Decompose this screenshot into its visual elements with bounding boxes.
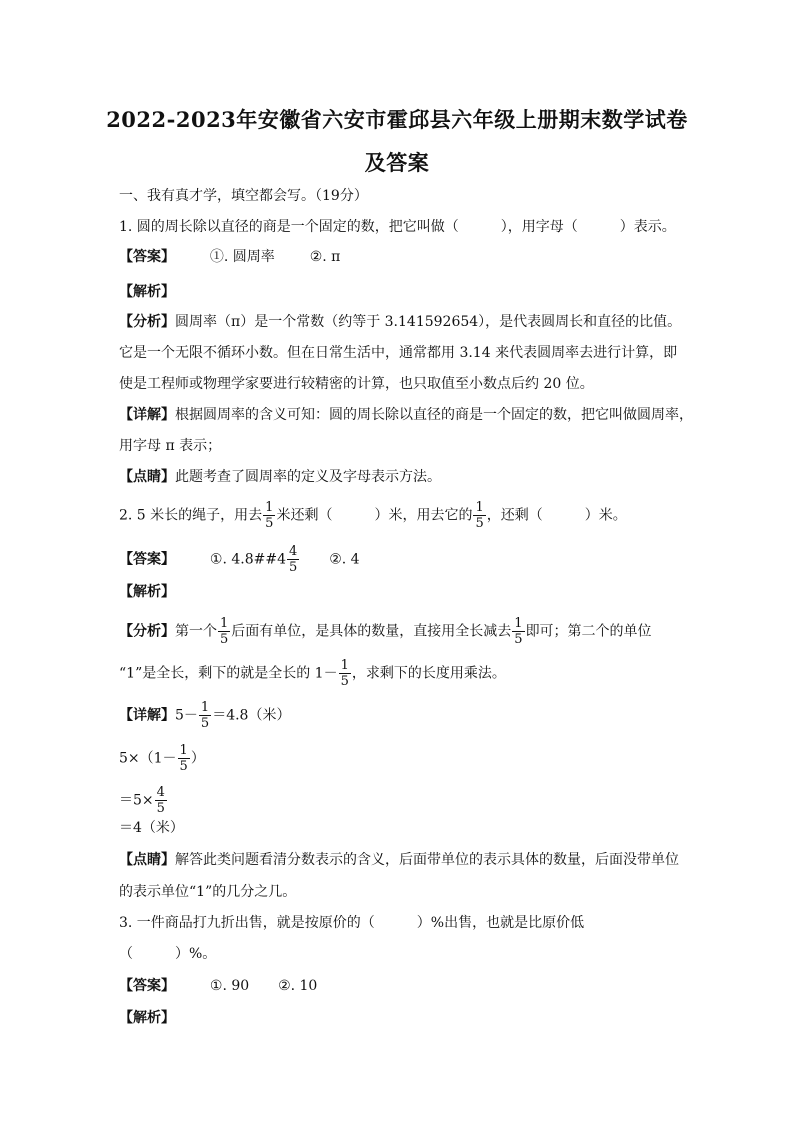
fraction-numerator: 1 [265, 500, 274, 515]
fraction [473, 500, 485, 531]
fraction-denominator: 5 [156, 801, 165, 816]
fraction [263, 500, 275, 531]
fraction-numerator: 1 [514, 616, 523, 631]
q2-calc-line4: ＝4（米） [119, 820, 184, 836]
fraction [178, 743, 190, 774]
q3-answer [119, 976, 317, 996]
fenxi-text: ，求剩下的长度用乘法。 [351, 665, 506, 682]
q2-fenxi-line1 [119, 616, 652, 647]
answer-tag: 【答案】 [119, 978, 175, 994]
fraction-denominator: 5 [340, 674, 349, 689]
q3-answer-1: ①. 90 [209, 978, 250, 994]
q1-fenxi-line1 [119, 312, 681, 332]
q3-answer-2: ②. 10 [278, 978, 318, 994]
document-title-line1: 2022-2023年安徽省六安市霍邱县六年级上册期末数学试卷 [106, 107, 688, 132]
dianjing-tag: 【点睛】 [119, 852, 175, 868]
q2-calc-line3 [119, 785, 168, 816]
q1-question: 1. 圆的周长除以直径的商是一个固定的数，把它叫做（ ），用字母（ ）表示。 [119, 219, 676, 235]
fenxi-text: “1”是全长，剩下的就是全长的 1－ [119, 665, 338, 682]
calc-text: 5－ [175, 707, 198, 724]
fenxi-text: 后面有单位，是具体的数量，直接用全长减去 [231, 623, 512, 640]
q1-answer-1: ①. 圆周率 [209, 249, 275, 265]
fraction-numerator: 1 [220, 616, 229, 631]
calc-text: 5×（1－ [119, 750, 177, 767]
q2-analysis-tag: 【解析】 [119, 584, 175, 600]
fraction-numerator: 4 [156, 785, 165, 800]
q2-question-part-c: ，还剩（ ）米。 [486, 507, 627, 524]
q2-fenxi-line2 [119, 658, 506, 689]
fenxi-text: 即可；第二个的单位 [525, 623, 652, 640]
section-heading: 一、我有真才学，填空都会写。（19分） [119, 188, 368, 204]
calc-text: ＝4.8（米） [212, 707, 291, 724]
q2-question [119, 500, 627, 531]
xiangjie-tag: 【详解】 [119, 707, 175, 724]
answer-tag: 【答案】 [119, 249, 175, 265]
q1-answer-2: ②. π [309, 249, 341, 265]
fenxi-text: 圆周率（π）是一个常数（约等于 3.141592654），是代表圆周长和直径的比值。 [175, 314, 682, 330]
q1-xiangjie-line1 [119, 405, 693, 425]
fraction-denominator: 5 [265, 516, 274, 531]
q1-fenxi-line3: 使是工程师或物理学家要进行较精密的计算，也只取值至小数点后约 20 位。 [119, 376, 594, 392]
document-title-line2: 及答案 [364, 150, 430, 175]
q1-answer [119, 247, 340, 267]
q2-answer-2: ②. 4 [329, 551, 360, 568]
xiangjie-text: 根据圆周率的含义可知：圆的周长除以直径的商是一个固定的数，把它叫做圆周率， [175, 407, 693, 423]
fenxi-text: 第一个 [175, 623, 217, 640]
q2-xiangjie-line1 [119, 700, 290, 731]
calc-text: ） [190, 750, 205, 767]
fraction-numerator: 1 [179, 743, 188, 758]
q3-question-line2: （ ）%。 [119, 946, 217, 962]
dianjing-text: 此题考查了圆周率的定义及字母表示方法。 [175, 469, 441, 485]
fraction-denominator: 5 [220, 632, 229, 647]
fraction [199, 700, 211, 731]
fraction-numerator: 1 [475, 500, 484, 515]
q2-question-part-b: 米还剩（ ）米，用去它的 [276, 507, 473, 524]
q3-question-line1: 3. 一件商品打九折出售，就是按原价的（ ）%出售，也就是比原价低 [119, 915, 585, 931]
dianjing-tag: 【点睛】 [119, 469, 175, 485]
q2-calc-line2 [119, 743, 205, 774]
fenxi-tag: 【分析】 [119, 314, 175, 330]
fraction-numerator: 1 [200, 700, 210, 715]
fraction-denominator: 5 [179, 759, 188, 774]
q2-question-part-a: 2. 5 米长的绳子，用去 [119, 507, 263, 524]
q2-answer [119, 544, 360, 575]
fraction-numerator: 1 [340, 658, 349, 673]
fraction [155, 785, 167, 816]
q1-fenxi-line2: 它是一个无限不循环小数。但在日常生活中，通常都用 3.14 来代表圆周率去进行计算，即 [119, 345, 678, 361]
calc-text: ＝5× [119, 792, 154, 809]
fraction [339, 658, 351, 689]
fraction-denominator: 5 [475, 516, 484, 531]
fraction [287, 544, 299, 575]
fraction-denominator: 5 [200, 716, 210, 731]
q2-answer-1: ①. 4.8##4 [209, 551, 286, 568]
fraction-numerator: 4 [289, 544, 298, 559]
q1-xiangjie-line2: 用字母 π 表示； [119, 438, 222, 454]
fraction [512, 616, 524, 647]
fenxi-tag: 【分析】 [119, 623, 175, 640]
xiangjie-tag: 【详解】 [119, 407, 175, 423]
q2-dianjing-line2: 的表示单位“1”的几分之几。 [119, 884, 297, 900]
answer-tag: 【答案】 [119, 551, 175, 568]
dianjing-text: 解答此类问题看清分数表示的含义，后面带单位的表示具体的数量，后面没带单位 [175, 852, 679, 868]
q3-analysis-tag: 【解析】 [119, 1010, 175, 1026]
fraction-denominator: 5 [514, 632, 523, 647]
q1-analysis-tag: 【解析】 [119, 284, 175, 300]
q2-dianjing-line1 [119, 850, 679, 870]
fraction [218, 616, 230, 647]
q1-dianjing [119, 467, 441, 487]
fraction-denominator: 5 [289, 560, 298, 575]
